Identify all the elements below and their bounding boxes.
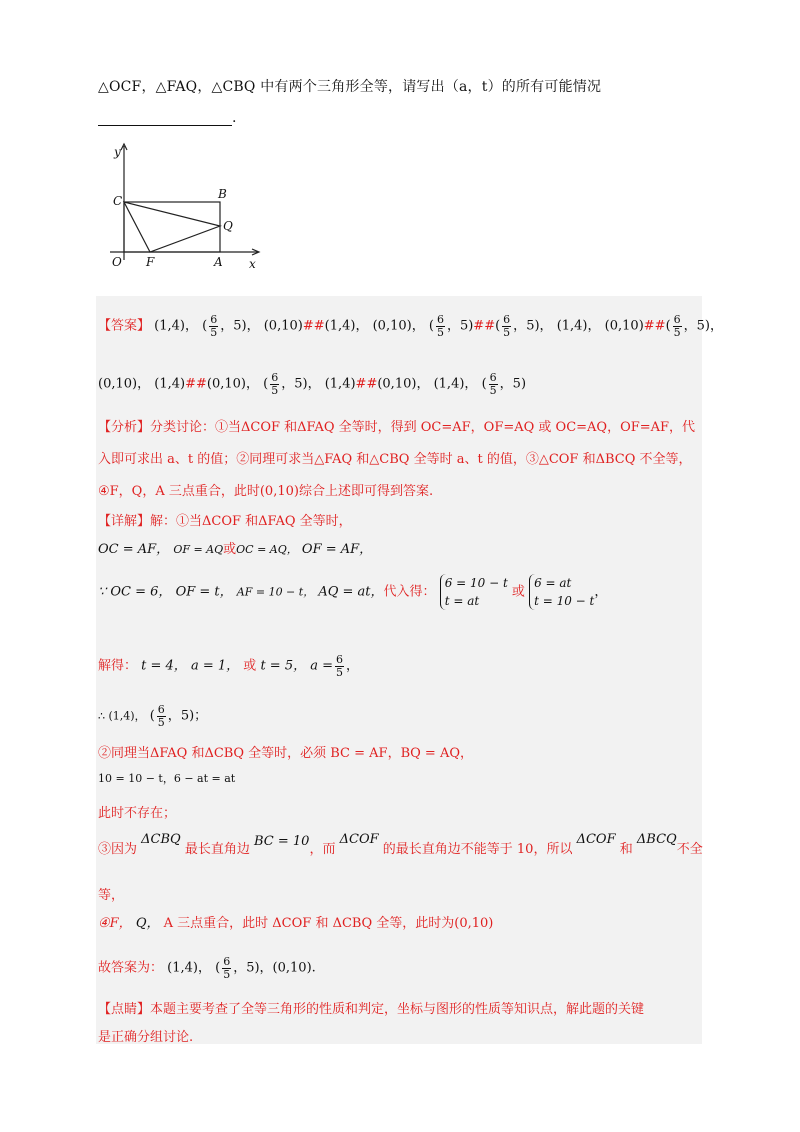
- denominator: 5: [489, 383, 497, 397]
- detail-line-3: [98, 574, 607, 610]
- detail-line-5: ∴ (1,4)， ( $\frac{6}{5}$ ，5)；: [98, 703, 208, 729]
- numerator: 6: [336, 653, 344, 666]
- point-label: ④F，: [98, 916, 132, 931]
- text: ③因为: [98, 842, 138, 857]
- equation: BC = 10: [254, 834, 310, 849]
- answer-value: (1,4): [433, 376, 465, 392]
- numerator: 6: [157, 703, 165, 716]
- question-text: △OCF，△FAQ，△CBQ 中有两个三角形全等，请写出（a，t）的所有可能情况: [98, 79, 602, 95]
- separator: ，: [184, 318, 198, 334]
- paren: (: [149, 708, 155, 724]
- detail-line-4: [98, 654, 359, 678]
- equation: 6 = at: [534, 576, 572, 590]
- answer-blank: [98, 110, 236, 126]
- conjunction: 或: [243, 658, 257, 674]
- equation: a =: [310, 658, 334, 674]
- triangle-name: ΔCOF: [576, 832, 616, 847]
- fraction: [502, 314, 511, 338]
- equation-system-1: [440, 574, 508, 610]
- detail-line-8: 此时不存在；: [98, 806, 177, 821]
- paren: (: [495, 318, 501, 334]
- separator: ，: [416, 376, 430, 392]
- conjunction: 或: [223, 542, 237, 557]
- equation: t = at: [444, 594, 480, 608]
- triangle-name: ΔBCQ: [636, 832, 677, 847]
- answer-value: (0,10): [206, 376, 246, 392]
- text: ，而: [309, 842, 336, 857]
- instruction: 代入得：: [383, 584, 436, 600]
- equation: t = 5，: [260, 658, 307, 674]
- comment-line-1: [98, 998, 644, 1017]
- triangle-name: ΔCOF: [339, 832, 379, 847]
- denominator: 5: [436, 325, 444, 339]
- answer-line-2: (0,10)， (1,4)##(0,10)， ( $\frac{6}{5}$ ，5)， (1,4)##(0,10)， (1,4)， ( $\frac{6}{5}$ ，5): [98, 371, 527, 397]
- denominator: 5: [271, 383, 279, 397]
- fraction: [436, 314, 445, 338]
- answer-value: (0,10): [98, 376, 138, 392]
- answer-value: (1,4): [324, 318, 356, 334]
- label-Q: Q: [223, 219, 233, 233]
- coordinate-diagram: [96, 142, 266, 278]
- detail-text: 解：①当ΔCOF 和ΔFAQ 全等时，: [150, 514, 352, 529]
- text: 最长直角边: [184, 842, 250, 857]
- answer-value: 5): [526, 318, 540, 334]
- denominator: 5: [210, 325, 218, 339]
- separator: ，: [464, 376, 478, 392]
- equation: OC = AF，: [98, 542, 170, 557]
- separator: ，: [539, 318, 553, 334]
- paren: (: [481, 376, 487, 392]
- blank-period: .: [232, 110, 237, 126]
- answer-value: (1,4): [154, 376, 186, 392]
- detail-line-7: 10 = 10 − t，6 − at = at: [98, 772, 236, 785]
- answer-value: 5): [512, 376, 527, 392]
- equation: OF = t，: [175, 584, 233, 600]
- equation: t = 10 − t: [534, 594, 595, 608]
- analysis-tag: 【分析】: [98, 420, 151, 435]
- denominator: 5: [336, 665, 344, 679]
- fraction: [270, 372, 279, 396]
- hash-mark: ##: [643, 318, 666, 334]
- fraction: [673, 314, 682, 338]
- triangle-name: ΔCBQ: [141, 832, 181, 847]
- separator: ，: [411, 318, 425, 334]
- paren: (: [665, 318, 671, 334]
- triangle-CFQ: [124, 202, 220, 252]
- denominator: 5: [503, 325, 511, 339]
- analysis-text: 分类讨论：①当ΔCOF 和ΔFAQ 全等时，得到 OC=AF，OF=AQ 或 OC=AQ，OF=AF，代: [150, 420, 696, 435]
- fraction: [489, 372, 498, 396]
- answer-value: (1,4): [324, 376, 356, 392]
- paren: (: [263, 376, 269, 392]
- label-C: C: [113, 194, 123, 208]
- answer-tag: 【答案】: [98, 318, 151, 334]
- numerator: 6: [210, 313, 218, 326]
- separator: ，: [346, 658, 360, 674]
- detail-line-1: [98, 510, 352, 529]
- separator: ，: [246, 318, 260, 334]
- comment-tag: 【点睛】: [98, 1002, 151, 1017]
- conjunction: 或: [511, 584, 525, 600]
- label-F: F: [146, 255, 155, 269]
- numerator: 6: [436, 313, 444, 326]
- paren: (: [428, 318, 434, 334]
- answer-value: (0,10): [263, 318, 303, 334]
- text: 和: [619, 842, 633, 857]
- fraction: [157, 704, 166, 728]
- blank-line: [98, 111, 232, 126]
- equation: AQ = at，: [318, 584, 384, 600]
- equation-system-2: [529, 574, 594, 610]
- numerator: 6: [489, 371, 497, 384]
- numerator: 6: [223, 955, 231, 968]
- fraction: [222, 956, 231, 980]
- detail-line-2: [98, 538, 372, 557]
- detail-line-12: 故答案为： (1,4)， ( $\frac{6}{5}$ ，5)，(0,10).: [98, 955, 316, 981]
- numerator: 6: [503, 313, 511, 326]
- detail-line-11: [98, 912, 493, 931]
- numerator: 6: [271, 371, 279, 384]
- analysis-line-3: ④F，Q，A 三点重合，此时(0,10)综合上述即可得到答案.: [98, 484, 434, 499]
- denominator: 5: [673, 325, 681, 339]
- answer-value: (0,10): [377, 376, 417, 392]
- hash-mark: ##: [355, 376, 378, 392]
- equation: 6 = 10 − t: [444, 576, 508, 590]
- equation: OF = AQ: [173, 543, 224, 556]
- detail-line-6: ②同理当ΔFAQ 和ΔCBQ 全等时，必须 BC = AF，BQ = AQ，: [98, 746, 473, 761]
- separator: ，: [137, 376, 151, 392]
- answer-value: (1,4): [556, 318, 588, 334]
- equation: AF = 10 − t，: [236, 585, 315, 599]
- detail-line-9: [98, 832, 703, 857]
- analysis-line-1: [98, 416, 695, 435]
- answer-value: 5): [233, 318, 247, 334]
- answer-value: 5): [294, 376, 308, 392]
- paren: (: [202, 318, 208, 334]
- label-B: B: [218, 187, 227, 201]
- fraction: [209, 314, 218, 338]
- equation: OF = AF，: [301, 542, 373, 557]
- equation: OC = AQ，: [236, 543, 298, 556]
- analysis-line-2: 入即可求出 a、t 的值；②同理可求当△FAQ 和△CBQ 全等时 a、t 的值，③△COF 和ΔBCQ 不全等，: [98, 452, 692, 467]
- answer-line-1: 【答案】 (1,4)， ( $\frac{6}{5}$ ，5)， (0,10)##(1,4)， (0,10)， ( $\frac{6}{5}$ ，5)##( $\frac{6}{5}$ ，5)， (1,4)， (0,10)##( $\frac{6}{5}$ ，5)，: [98, 313, 724, 339]
- detail-line-10: 等，: [98, 888, 125, 903]
- final-answer-label: 故答案为：: [98, 960, 164, 976]
- equation: a = 1，: [190, 658, 240, 674]
- label-O: O: [112, 255, 122, 269]
- fraction: [335, 654, 344, 678]
- label-x: x: [249, 257, 256, 271]
- hash-mark: ##: [185, 376, 207, 392]
- answer-value: (0,10): [604, 318, 644, 334]
- detail-tag: 【详解】: [98, 514, 151, 529]
- result: 5)；: [180, 708, 208, 724]
- answer-value: 5): [459, 318, 474, 334]
- denominator: 5: [223, 967, 231, 981]
- denominator: 5: [157, 715, 165, 729]
- separator: ，: [307, 376, 321, 392]
- paren: (: [215, 960, 221, 976]
- label-y: y: [114, 145, 121, 159]
- answer-value: 5): [696, 318, 710, 334]
- comment-line-2: 是正确分组讨论.: [98, 1030, 194, 1045]
- numerator: 6: [673, 313, 681, 326]
- point-label: Q，: [135, 916, 160, 931]
- equation: t = 4，: [141, 658, 187, 674]
- equation: ∵ OC = 6，: [98, 584, 172, 600]
- hash-mark: ##: [473, 318, 496, 334]
- comment-text: 本题主要考查了全等三角形的性质和判定，坐标与图形的性质等知识点，解此题的关键: [150, 1002, 645, 1017]
- separator: ，: [710, 318, 724, 334]
- answer-value: (1,4): [154, 318, 185, 334]
- hash-mark: ##: [302, 318, 325, 334]
- text: A 三点重合，此时 ΔCOF 和 ΔCBQ 全等，此时为(0,10): [163, 916, 494, 931]
- result: ∴ (1,4)，: [98, 709, 146, 723]
- label-A: A: [214, 255, 223, 269]
- separator: ，: [594, 584, 608, 600]
- solve-label: 解得：: [98, 658, 138, 674]
- text: 的最长直角边不能等于 10，所以: [382, 842, 573, 857]
- separator: ，: [245, 376, 259, 392]
- separator: ，: [587, 318, 601, 334]
- text: 不全: [676, 842, 703, 857]
- rectangle-OABC: [124, 202, 220, 252]
- separator: ，: [355, 318, 369, 334]
- result: (1,4)，: [167, 960, 211, 976]
- result: 5)，(0,10).: [246, 960, 316, 976]
- answer-value: (0,10): [372, 318, 412, 334]
